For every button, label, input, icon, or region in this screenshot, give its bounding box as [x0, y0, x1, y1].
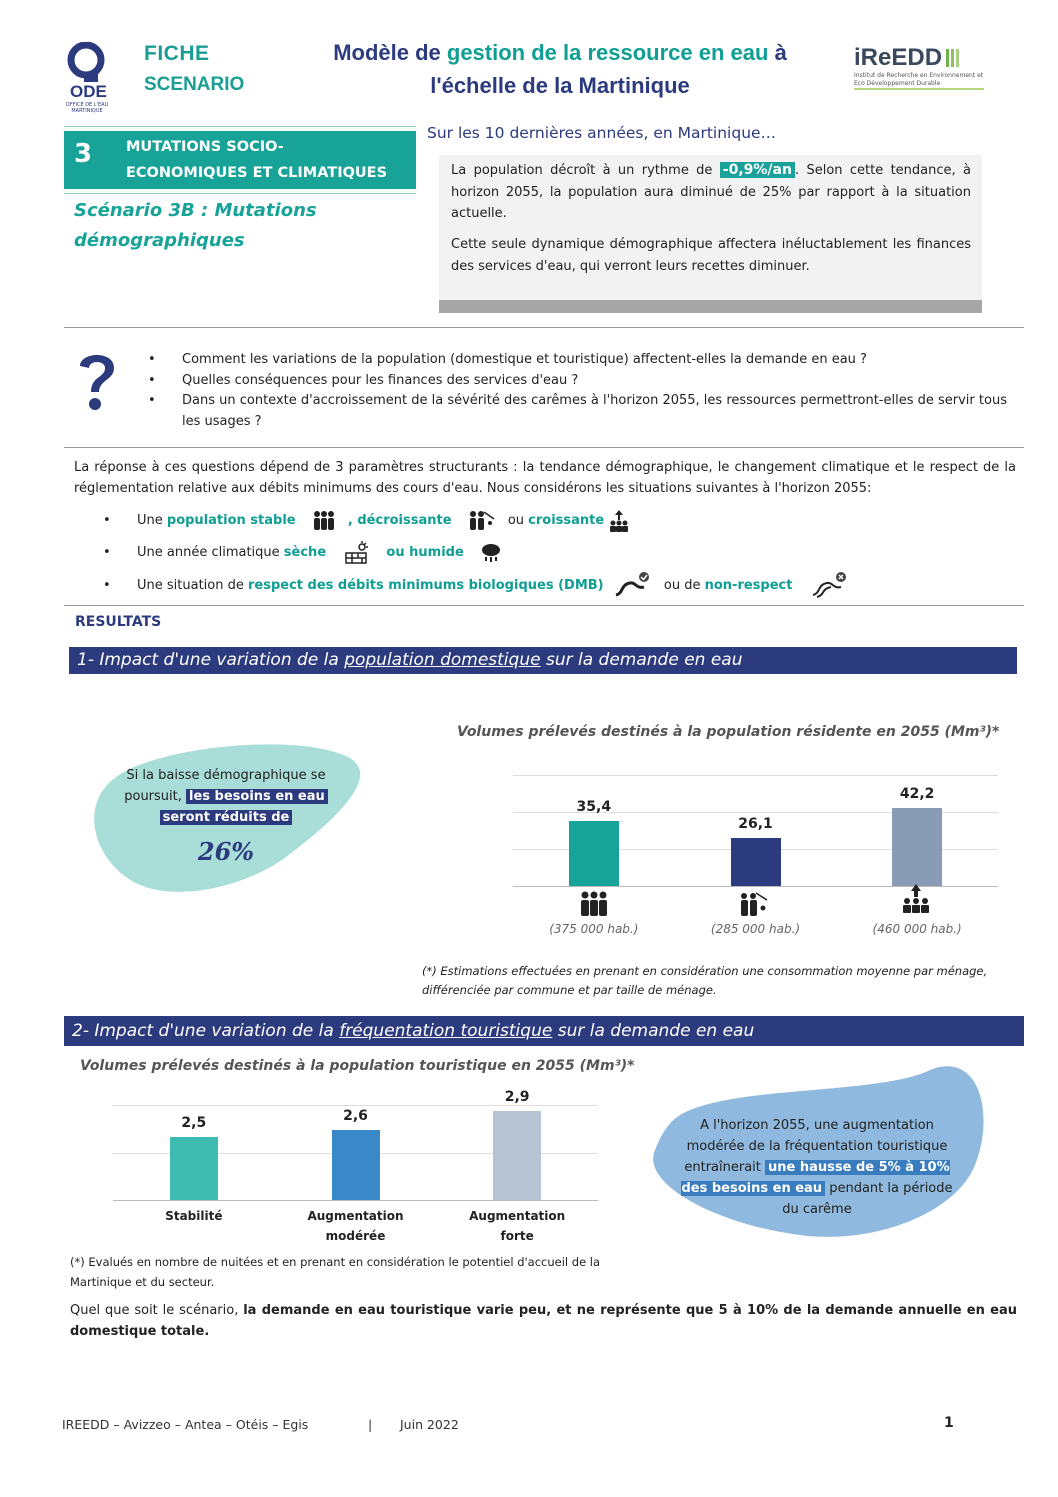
chart1-title: Volumes prélevés destinés à la population résidente en 2055 (Mm³)*	[457, 724, 1000, 740]
ode-logo-sub: OFFICE DE L'EAU MARTINIQUE	[65, 102, 109, 114]
chart-bar	[569, 821, 619, 886]
question-mark-icon	[72, 348, 122, 414]
param-pop-decreasing: décroissante	[357, 513, 452, 528]
intro-p1-before: La population décroît à un rythme de	[451, 163, 720, 178]
scenario-top-rule	[64, 126, 416, 127]
blob2-text2: pendant la période du carême	[782, 1181, 953, 1217]
scenario-label	[126, 134, 387, 186]
param-population: • Une population stable , décroissante ou croissante	[137, 508, 1017, 538]
results-label: RESULTATS	[75, 614, 162, 630]
title-part1: Modèle de	[333, 40, 447, 65]
divider-2	[64, 447, 1024, 448]
scenario-subtitle-line2: démographiques	[74, 230, 245, 251]
chart-value-label: 2,5	[181, 1114, 207, 1131]
param-pop-increasing: croissante	[528, 513, 605, 528]
chart1-icons	[513, 890, 998, 920]
title-part3: à	[768, 40, 787, 65]
ode-logo	[62, 42, 122, 114]
divider-1	[64, 327, 1024, 328]
scenario-label-line2: ECONOMIQUES ET CLIMATIQUES	[126, 165, 388, 181]
population-stable-icon	[312, 510, 336, 532]
chart-value-label: 2,9	[504, 1089, 530, 1106]
params-list	[137, 508, 1017, 602]
blob2-highlight: une hausse de 5% à 10% des besoins en eau	[681, 1160, 950, 1196]
divider-3	[64, 605, 1024, 606]
chart-bar	[731, 838, 781, 886]
scenario-box	[64, 131, 416, 189]
section2-blob	[650, 1055, 995, 1240]
chart2	[113, 1089, 598, 1243]
section1-blob	[86, 737, 368, 895]
question-item: • Comment les variations de la population (domestique et touristique) affectent-elles la demande en eau ?	[182, 350, 1016, 371]
title-line2: l'échelle de la Martinique	[430, 73, 690, 98]
param-dmb-nonrespect: non-respect	[704, 578, 793, 593]
intro-rate-highlight: -0,9%/an	[720, 162, 795, 178]
section2-title: 2- Impact d'une variation de la fréquentation touristique sur la demande en eau	[64, 1016, 1024, 1046]
river-nonrespect-icon	[811, 571, 847, 601]
chart-bar	[493, 1111, 541, 1200]
scenario-subtitle-line1: Scénario 3B : Mutations	[74, 200, 317, 221]
param-pop-stable: population stable	[166, 513, 296, 528]
chart-value-label: 2,6	[343, 1108, 368, 1125]
param-dmb: • Une situation de respect des débits minimums biologiques (DMB) ou de non-respect	[137, 570, 1017, 602]
chart-value-label: 35,4	[576, 798, 612, 815]
blob1-highlight2: seront réduits de	[160, 810, 293, 825]
intro-heading: Sur les 10 dernières années, en Martinique…	[427, 124, 777, 142]
blob1-percent: 26%	[197, 837, 255, 866]
fiche-line2: SCENARIO	[144, 74, 245, 95]
chart-category-label: Augmentation forte	[469, 1209, 566, 1243]
scenario-bottom-rule	[64, 193, 416, 194]
question-item: • Quelles conséquences pour les finances des services d'eau ?	[182, 371, 1016, 392]
fiche-line1: FICHE	[144, 42, 210, 65]
blob2-text1: A l'horizon 2055, une augmentation modérée de la fréquentation touristique entraînerait	[684, 1118, 948, 1175]
chart-value-label: 42,2	[899, 785, 935, 802]
footer-separator: |	[368, 1417, 373, 1432]
ode-logo-icon	[62, 42, 122, 86]
fiche-label	[144, 42, 244, 96]
footer-partners: IREEDD – Avizzeo – Antea – Otéis – Egis	[62, 1417, 309, 1432]
scenario-subtitle	[74, 196, 317, 256]
scenario-number: 3	[74, 139, 93, 169]
questions-list	[182, 350, 1016, 432]
section2-conclusion: Quel que soit le scénario, la demande en eau touristique varie peu, et ne représente que 5 à 10% de la demande annuelle en eau domestique totale.	[70, 1303, 1017, 1339]
chart-category-label: Augmentation modérée	[307, 1209, 404, 1243]
population-increasing-icon	[608, 509, 630, 533]
question-item: • Dans un contexte d'accroissement de la sévérité des carêmes à l'horizon 2055, les ressources permettront-elles de servir tous les usages ?	[182, 391, 1016, 432]
section2-footnote: (*) Evalués en nombre de nuitées et en prenant en considération le potentiel d'accueil de la Martinique et du secteur.	[70, 1255, 601, 1289]
ireedd-logo	[854, 44, 994, 90]
chart-category-label: (460 000 hab.)	[872, 922, 962, 936]
population-decreasing-icon	[739, 890, 769, 918]
title-part2: gestion de la ressource en eau	[446, 40, 769, 65]
scenario-label-line1: MUTATIONS SOCIO-	[126, 139, 284, 155]
ireedd-logo-name: iReEDD	[854, 44, 943, 71]
chart-category-label: (285 000 hab.)	[710, 922, 801, 936]
chart-value-label: 26,1	[738, 815, 773, 832]
chart-bar	[170, 1137, 218, 1200]
section1-footnote: (*) Estimations effectuées en prenant en considération une consommation moyenne par ménage, différenciée par commune et par taille de ménage.	[422, 964, 988, 997]
chart2-title: Volumes prélevés destinés à la population touristique en 2055 (Mm³)*	[80, 1058, 635, 1074]
blob1-text: Si la baisse démographique se poursuit,	[124, 768, 326, 804]
population-increasing-icon	[901, 884, 931, 914]
ireedd-logo-sub: Institut de Recherche en Environnement et Eco Développement Durable	[854, 72, 984, 90]
intro-box-bar	[439, 300, 982, 313]
population-stable-icon	[579, 890, 609, 918]
param-dmb-respect: respect des débits minimums biologiques (DMB)	[248, 578, 604, 593]
params-intro: La réponse à ces questions dépend de 3 paramètres structurants : la tendance démographique, le changement climatique et le respect de la réglementation relative aux débits minimums des cours d'eau. Nous considérons les situations suivantes à l'horizon 2055:	[74, 460, 1016, 496]
wet-year-icon	[480, 542, 502, 564]
chart2-axis	[113, 1200, 598, 1201]
chart-category-label: (375 000 hab.)	[549, 922, 639, 936]
dry-year-icon	[344, 541, 370, 565]
intro-p1	[451, 160, 971, 225]
river-respect-icon	[614, 571, 650, 601]
param-climate: • Une année climatique sèche ou humide	[137, 538, 1017, 570]
chart-category-label: Stabilité	[165, 1209, 223, 1223]
page-number: 1	[944, 1415, 954, 1431]
chart-bar	[332, 1130, 380, 1200]
intro-p2: Cette seule dynamique démographique affectera inéluctablement les finances des services d'eau, qui verront leurs recettes diminuer.	[451, 237, 971, 274]
section1-title: 1- Impact d'une variation de la population domestique sur la demande en eau	[69, 647, 1017, 674]
population-decreasing-icon	[468, 509, 496, 533]
intro-box	[439, 155, 982, 300]
ireedd-stripes-icon	[946, 47, 964, 69]
blob1-highlight1: les besoins en eau	[186, 789, 328, 804]
intro-p1-after: . Selon cette tendance, à horizon 2055, la population aura diminué de 25% par rapport à la situation actuelle.	[451, 163, 971, 221]
chart-bar	[892, 808, 942, 886]
page-title	[280, 36, 840, 102]
param-dry: sèche	[283, 545, 327, 560]
ode-logo-name: ODE	[70, 82, 107, 101]
param-wet: ou humide	[386, 545, 464, 560]
chart1-gridline	[513, 775, 998, 776]
footer-date: Juin 2022	[400, 1417, 459, 1432]
chart1	[513, 775, 998, 936]
